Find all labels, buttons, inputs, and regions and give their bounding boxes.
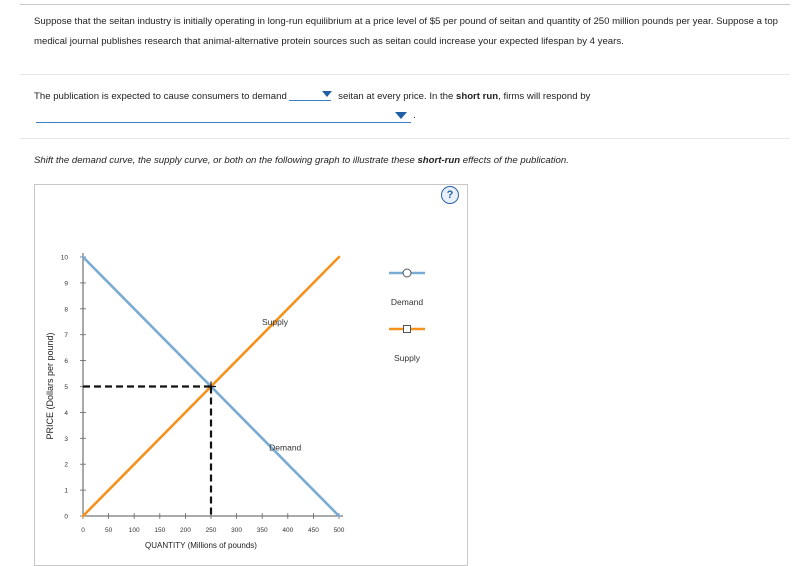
question-period: . [413,110,416,121]
help-button[interactable]: ? [441,186,459,204]
y-tick-label: 2 [64,461,68,469]
intro-paragraph: Suppose that the seitan industry is initially operating in long-run equilibrium at a price level of $5 per pound of seitan and quantity of 250 million pounds per year. Suppose a top medical journal publishes research that animal-alternative protein sources such as seitan could increase your expected lifespan by 4 years. [34,16,778,47]
x-tick-label: 500 [333,527,345,534]
y-tick-label: 5 [64,384,68,391]
instruction-text-2: effects of the publication. [462,155,569,166]
demand-curve-label: Demand [269,442,302,453]
question-text-3: , firms will respond by [498,91,591,102]
y-tick-label: 6 [64,358,68,366]
question-text-2: seitan at every price. In the [338,91,454,102]
x-tick-label: 0 [81,527,85,534]
x-tick-label: 400 [282,527,294,534]
x-tick-label: 300 [231,527,243,534]
x-tick-label: 100 [128,527,140,534]
question-bold-text: short run [456,91,499,102]
circle-handle-icon [403,269,411,277]
x-tick-label: 450 [307,527,319,534]
y-tick-label: 10 [60,254,68,262]
y-tick-label: 7 [64,332,68,340]
y-tick-label: 4 [64,409,68,417]
supply-curve-label: Supply [262,316,288,327]
x-tick-label: 350 [256,527,268,534]
x-tick-label: 200 [179,527,191,534]
y-tick-label: 9 [64,280,68,288]
question-text-1: The publication is expected to cause consumers to demand [34,91,287,102]
x-axis-title: QUANTITY (Millions of pounds) [145,541,257,550]
y-tick-label: 1 [64,487,68,495]
y-tick-label: 3 [64,435,68,443]
y-tick-label: 8 [64,306,68,314]
instruction-text-1: Shift the demand curve, the supply curve, or both on the following graph to illustrate these [34,155,415,166]
demand-legend-label: Demand [390,297,424,307]
x-tick-label: 250 [205,527,217,534]
y-axis-title: PRICE (Dollars per pound) [45,332,55,440]
x-tick-label: 50 [104,527,113,534]
supply-legend-label: Supply [394,353,420,363]
x-tick-label: 150 [154,527,166,534]
y-tick-label: 0 [64,513,68,521]
square-handle-icon [404,326,411,333]
instruction-bold-text: short-run [417,155,461,166]
